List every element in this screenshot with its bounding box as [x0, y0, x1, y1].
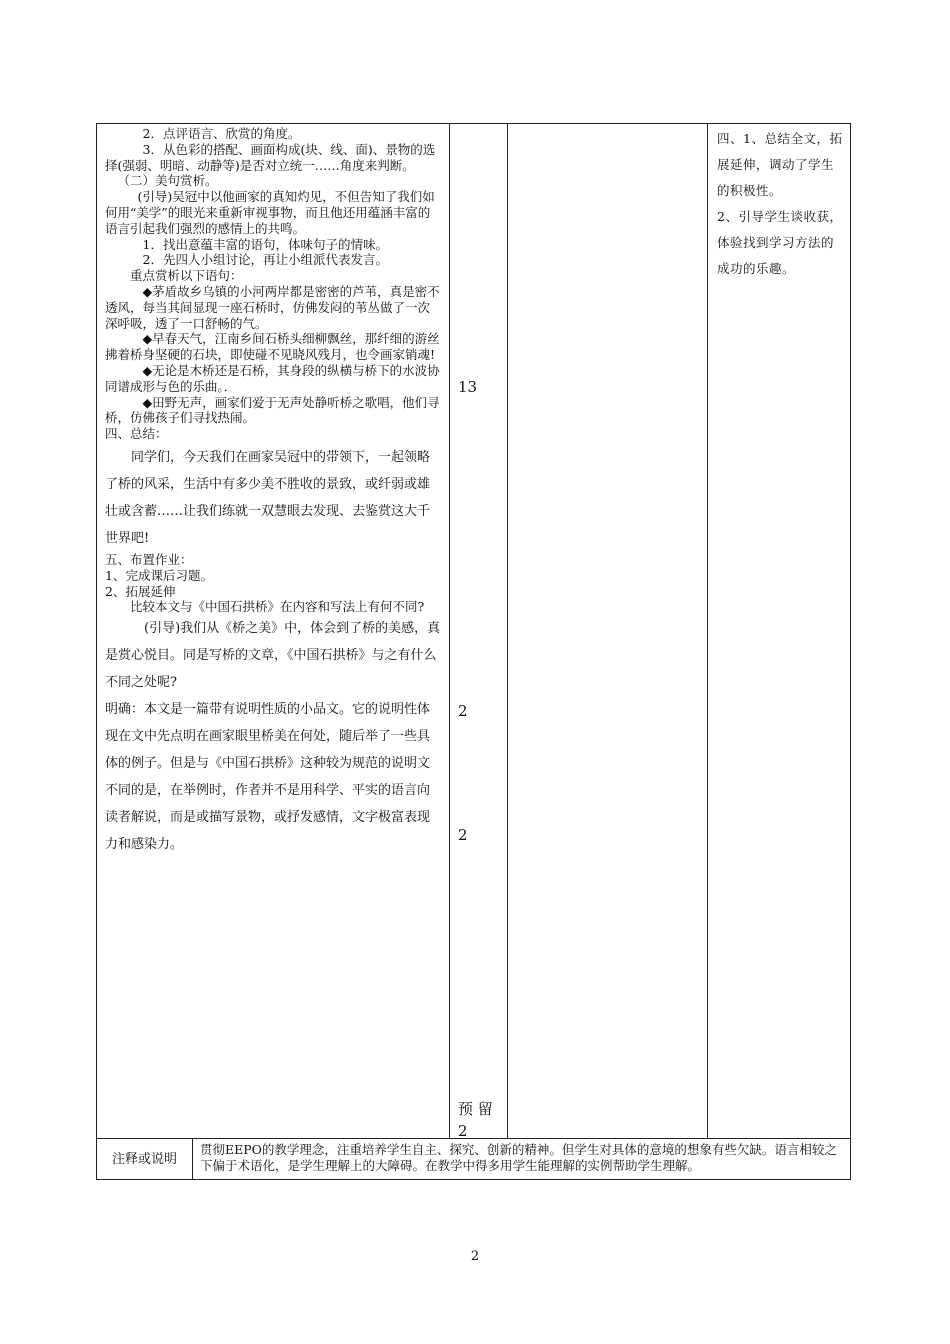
quote-item: ◆茅盾故乡乌镇的小河两岸都是密密的芦苇，真是密不透风，每当其间显现一座石桥时，仿佛发闷的苇丛做了一次深呼吸，透了一口舒畅的气。 — [105, 283, 440, 331]
quote-item: ◆田野无声，画家们爱于无声处静听桥之歌唱，他们寻桥，仿佛孩子们寻找热闹。 — [105, 394, 440, 426]
time-value: 预 留 — [458, 1100, 493, 1118]
content-column — [97, 124, 450, 1138]
quote-item: ◆早春天气，江南乡间石桥头细柳飘丝，那纤细的游丝拂着桥身坚硬的石块，即使碰不见晓风残月，也令画家销魂! — [105, 331, 440, 363]
section-heading: 五、布置作业： — [105, 551, 193, 567]
page-number: 2 — [470, 1249, 480, 1264]
notes-label: 注释或说明 — [97, 1139, 193, 1180]
time-column — [450, 124, 508, 1138]
time-value: 2 — [458, 1122, 468, 1140]
text-line: 比较本文与《中国石拱桥》在内容和写法上有何不同? — [130, 599, 425, 615]
text-line: 2．先四人小组讨论，再让小组派代表发言。 — [142, 252, 388, 268]
time-value: 13 — [458, 378, 478, 396]
activity-column — [508, 124, 708, 1138]
text-line: （二）美句赏析。 — [117, 173, 218, 189]
lesson-plan-table — [96, 123, 851, 1180]
guide-paragraph: (引导)我们从《桥之美》中，体会到了桥的美感，真是赏心悦目。同是写桥的文章，《中国石拱桥》与之有什么不同之处呢? — [105, 621, 441, 691]
notes-text: 贯彻EEPO的教学理念，注重培养学生自主、探究、创新的精神。但学生对具体的意境的想象有些欠缺。语言相较之下偏于术语化，是学生理解上的大障碍。在教学中得多用学生能理解的实例帮助学生理解。 — [200, 1142, 837, 1173]
text-line: 1．找出意蕴丰富的语句，体味句子的情味。 — [142, 236, 388, 252]
intent-text: 四、1、总结全文，拓展延伸，调动了学生的积极性。 — [717, 131, 843, 198]
notes-row — [97, 1138, 850, 1180]
text-line: 2、拓展延伸 — [105, 583, 176, 599]
text-line: 2．点评语言、欣赏的角度。 — [142, 126, 301, 141]
time-value: 2 — [458, 702, 468, 720]
intent-text: 2、引导学生谈收获，体验找到学习方法的成功的乐趣。 — [717, 209, 843, 276]
time-value: 2 — [458, 826, 468, 844]
text-line: (引导)吴冠中以他画家的真知灼见，不但告知了我们如何用“美学”的眼光来重新审视事物，而且他还用蕴涵丰富的语言引起我们强烈的感情上的共鸣。 — [105, 189, 435, 236]
summary-paragraph: 同学们，今天我们在画家吴冠中的带领下，一起领略了桥的风采，生活中有多少美不胜收的景致，或纤弱或雄壮或含蓄……让我们练就一双慧眼去发现、去鉴赏这大千世界吧! — [105, 449, 431, 546]
intent-column — [708, 124, 852, 1138]
clarify-paragraph: 明确：本文是一篇带有说明性质的小品文。它的说明性体现在文中先点明在画家眼里桥美在何处，随后举了一些具体的例子。但是与《中国石拱桥》这种较为规范的说明文不同的是，在举例时，作者并不是用科学、平实的语言向读者解说，而是或描写景物，或抒发感情，文字极富表现力和感染力。 — [105, 702, 431, 853]
text-line: 1、完成课后习题。 — [105, 567, 213, 583]
section-heading: 四、总结： — [105, 426, 168, 442]
text-line: 重点赏析以下语句： — [130, 268, 243, 284]
quote-item: ◆无论是木桥还是石桥，其身段的纵横与桥下的水波协同谱成形与色的乐曲。． — [105, 362, 440, 394]
text-line: 3．从色彩的搭配、画面构成(块、线、面)、景物的选择(强弱、明暗、动静等)是否对立统一……角度来判断。 — [105, 141, 436, 173]
